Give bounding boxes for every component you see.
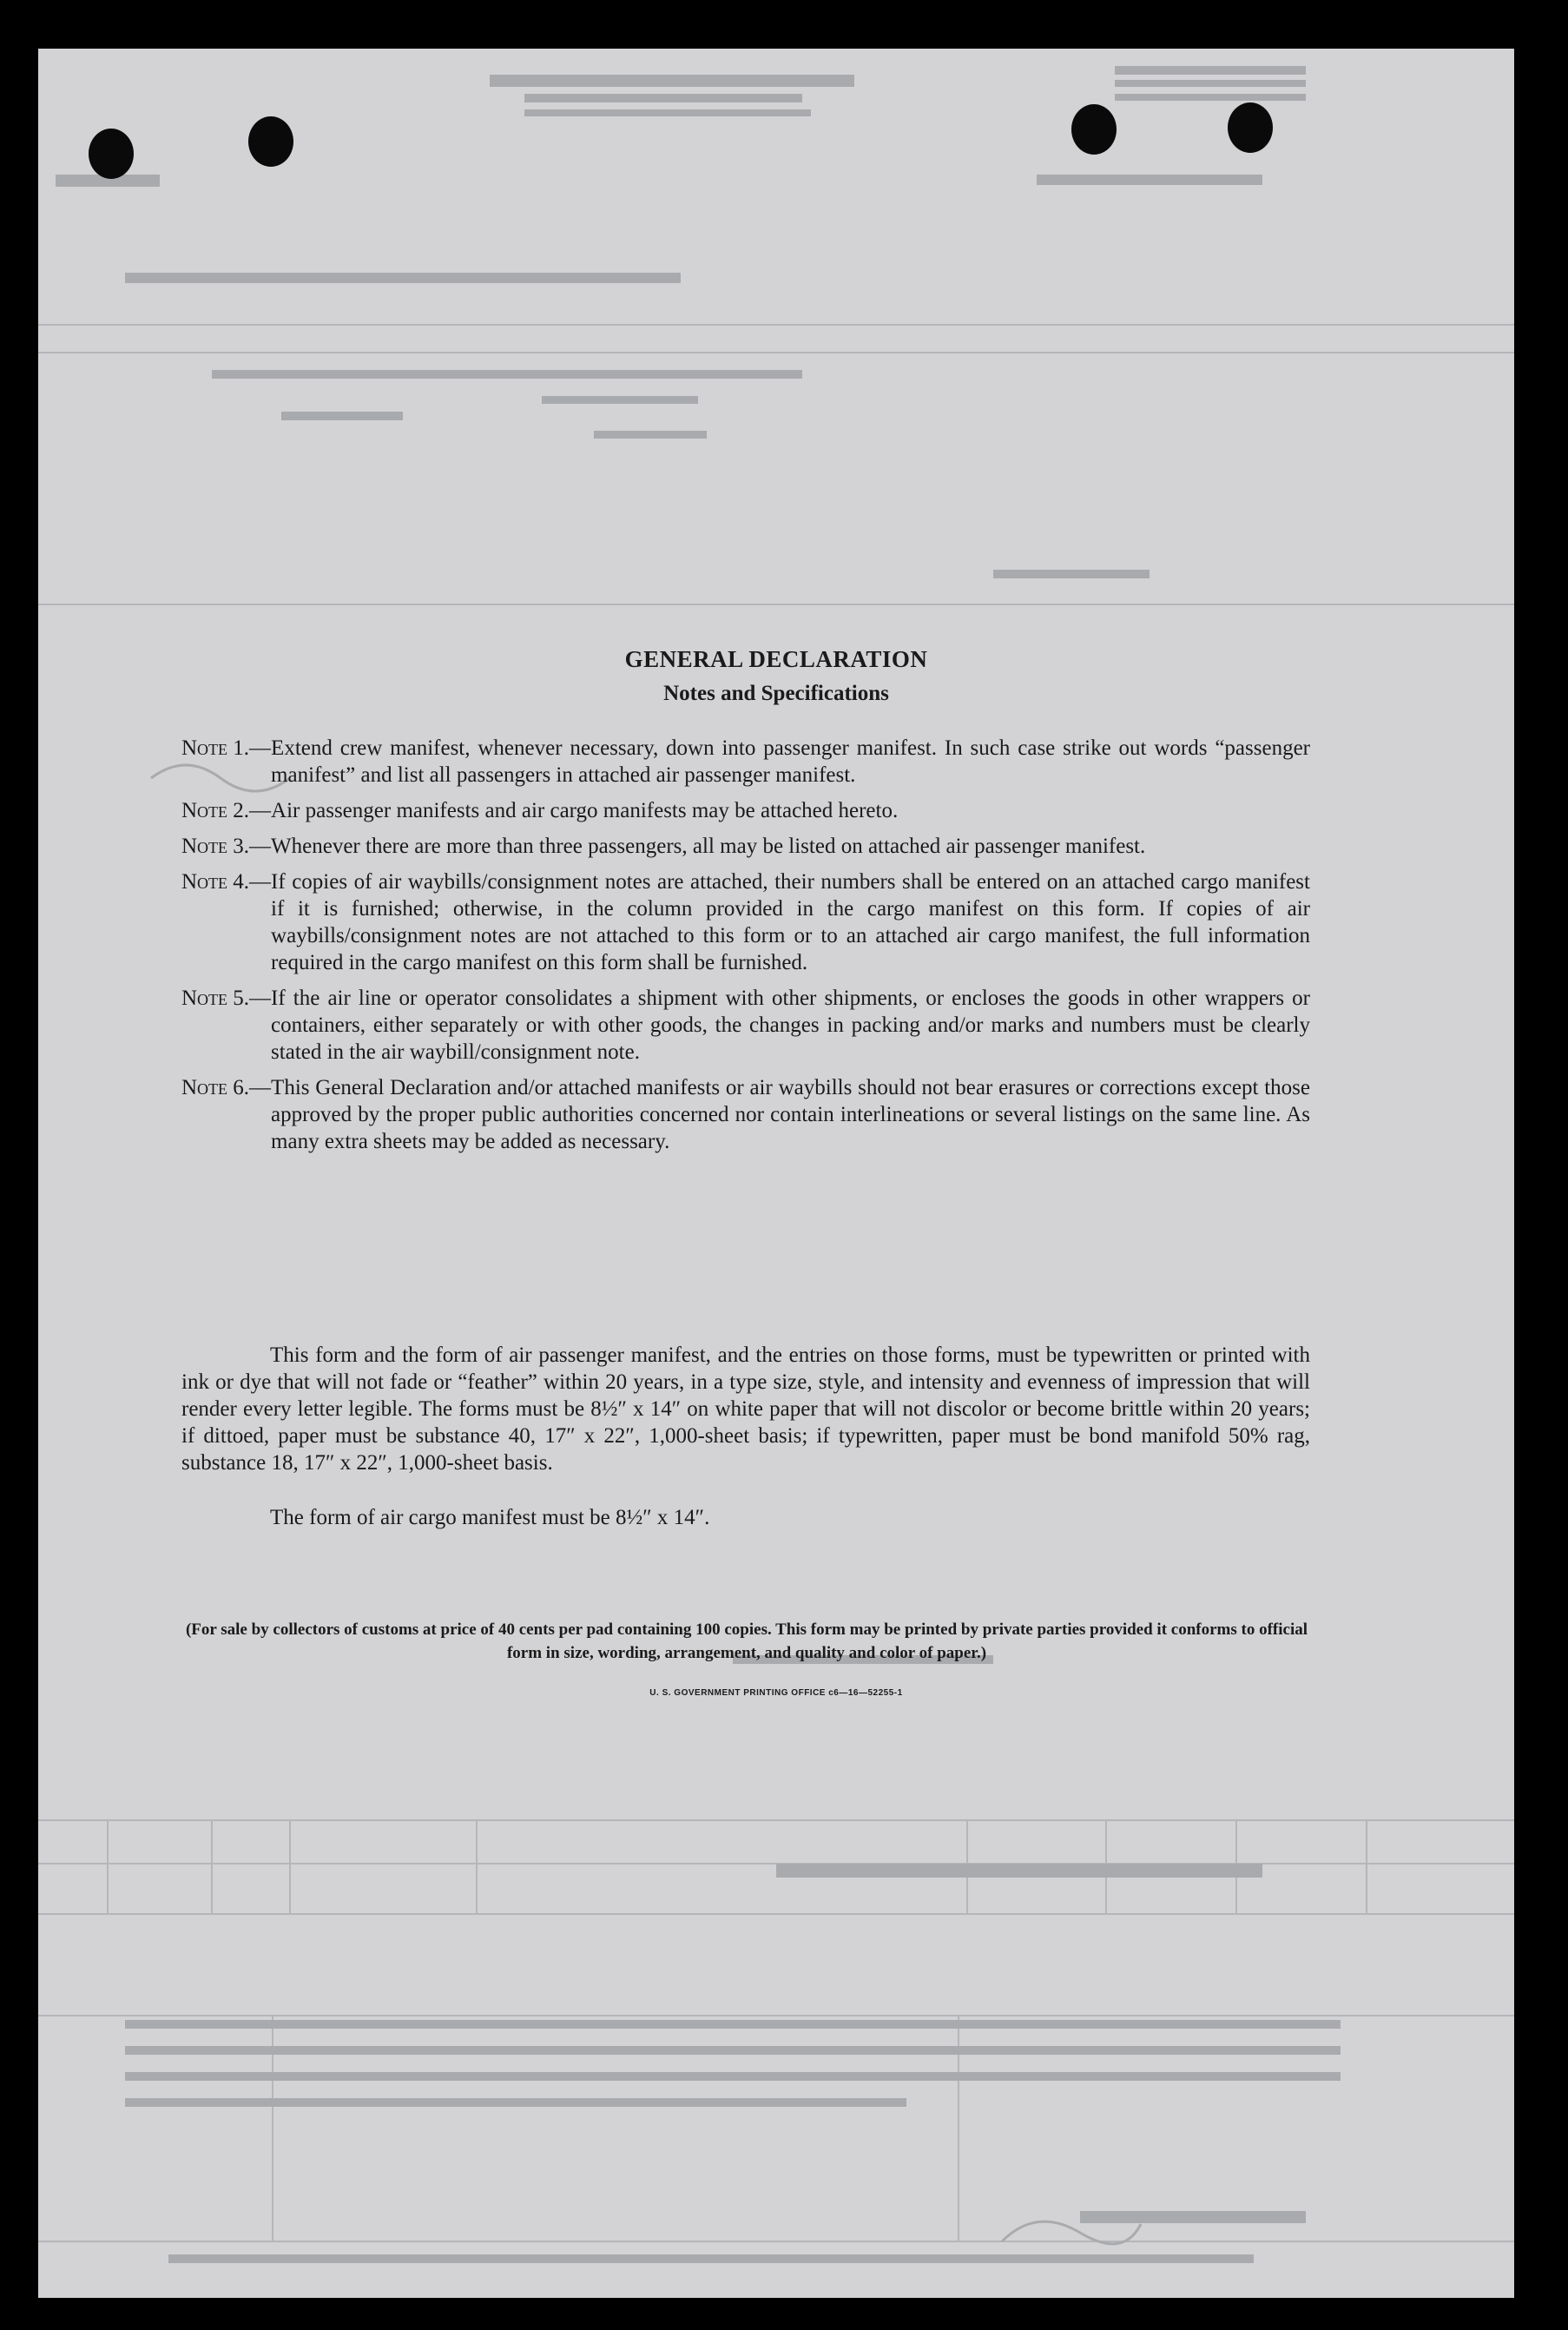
note-dash: — <box>249 835 272 858</box>
note-text: Air passenger manifests and air cargo manifests may be attached hereto. <box>271 799 899 822</box>
note-label: Note 4. <box>181 870 250 894</box>
cargo-manifest-size: The form of air cargo manifest must be 8½″ x 14″. <box>270 1506 710 1529</box>
note-text: If the air line or operator consolidates a shipment with other shipments, or encloses the goods in other wrappers or containers, either separately or with other goods, the changes in packing and/or marks and numbers must be clearly stated in the air waybill/consignment note. <box>271 987 1310 1064</box>
note-dash: — <box>249 1076 272 1099</box>
document-subtitle: Notes and Specifications <box>663 682 889 705</box>
document-title: GENERAL DECLARATION <box>624 646 928 672</box>
note-5 <box>181 985 1310 1066</box>
note-text: Extend crew manifest, whenever necessary, down into passenger manifest. In such case strike out words “passenger manifest” and list all passengers in attached air passenger manifest. <box>271 736 1310 787</box>
note-dash: — <box>249 799 272 822</box>
note-1 <box>181 735 1310 789</box>
note-text: This General Declaration and/or attached manifests or air waybills should not bear erasures or corrections except those approved by the proper public authorities concerned nor contain interlineations or several listings on the same line. As many extra sheets may be added as necessary. <box>271 1076 1310 1153</box>
note-text: Whenever there are more than three passengers, all may be listed on attached air passenger manifest. <box>271 835 1146 858</box>
printer-line: U. S. GOVERNMENT PRINTING OFFICE c6—16—52255-1 <box>649 1688 903 1698</box>
scanned-page <box>38 49 1514 2298</box>
notes-list <box>181 735 1310 1164</box>
note-label: Note 2. <box>181 799 250 822</box>
note-2 <box>181 797 1310 824</box>
note-dash: — <box>249 987 272 1010</box>
note-label: Note 3. <box>181 835 250 858</box>
note-label: Note 6. <box>181 1076 250 1099</box>
note-label: Note 1. <box>181 736 250 760</box>
note-3 <box>181 833 1310 860</box>
note-6 <box>181 1074 1310 1155</box>
note-dash: — <box>249 736 272 760</box>
note-4 <box>181 868 1310 976</box>
specifications-paragraph: This form and the form of air passenger manifest, and the entries on those forms, must be typewritten or printed with ink or dye that will not fade or “feather” within 20 years, in a type size, style, and intensity and evenness of impression that will render every letter legible. The forms must be 8½″ x 14″ on white paper that will not discolor or become brittle within 20 years; if dittoed, paper must be substance 40, 17″ x 22″, 1,000-sheet basis; if typewritten, paper must be bond manifold 50% rag, substance 18, 17″ x 22″, 1,000-sheet basis. <box>181 1343 1310 1475</box>
note-dash: — <box>249 870 272 894</box>
note-text: If copies of air waybills/consignment notes are attached, their numbers shall be entered on an attached cargo manifest if it is furnished; otherwise, in the column provided in the cargo manifest on this form. If copies of air waybills/consignment notes are not attached to this form or to an attached air cargo manifest, the full information required in the cargo manifest on this form shall be furnished. <box>271 870 1310 974</box>
document-content <box>38 49 1514 2298</box>
sale-notice: (For sale by collectors of customs at price of 40 cents per pad containing 100 copies. This form may be printed by private parties provided it conforms to official form in size, wording, arrangement, and quality and color of paper.) <box>185 1620 1308 1662</box>
note-label: Note 5. <box>181 987 250 1010</box>
